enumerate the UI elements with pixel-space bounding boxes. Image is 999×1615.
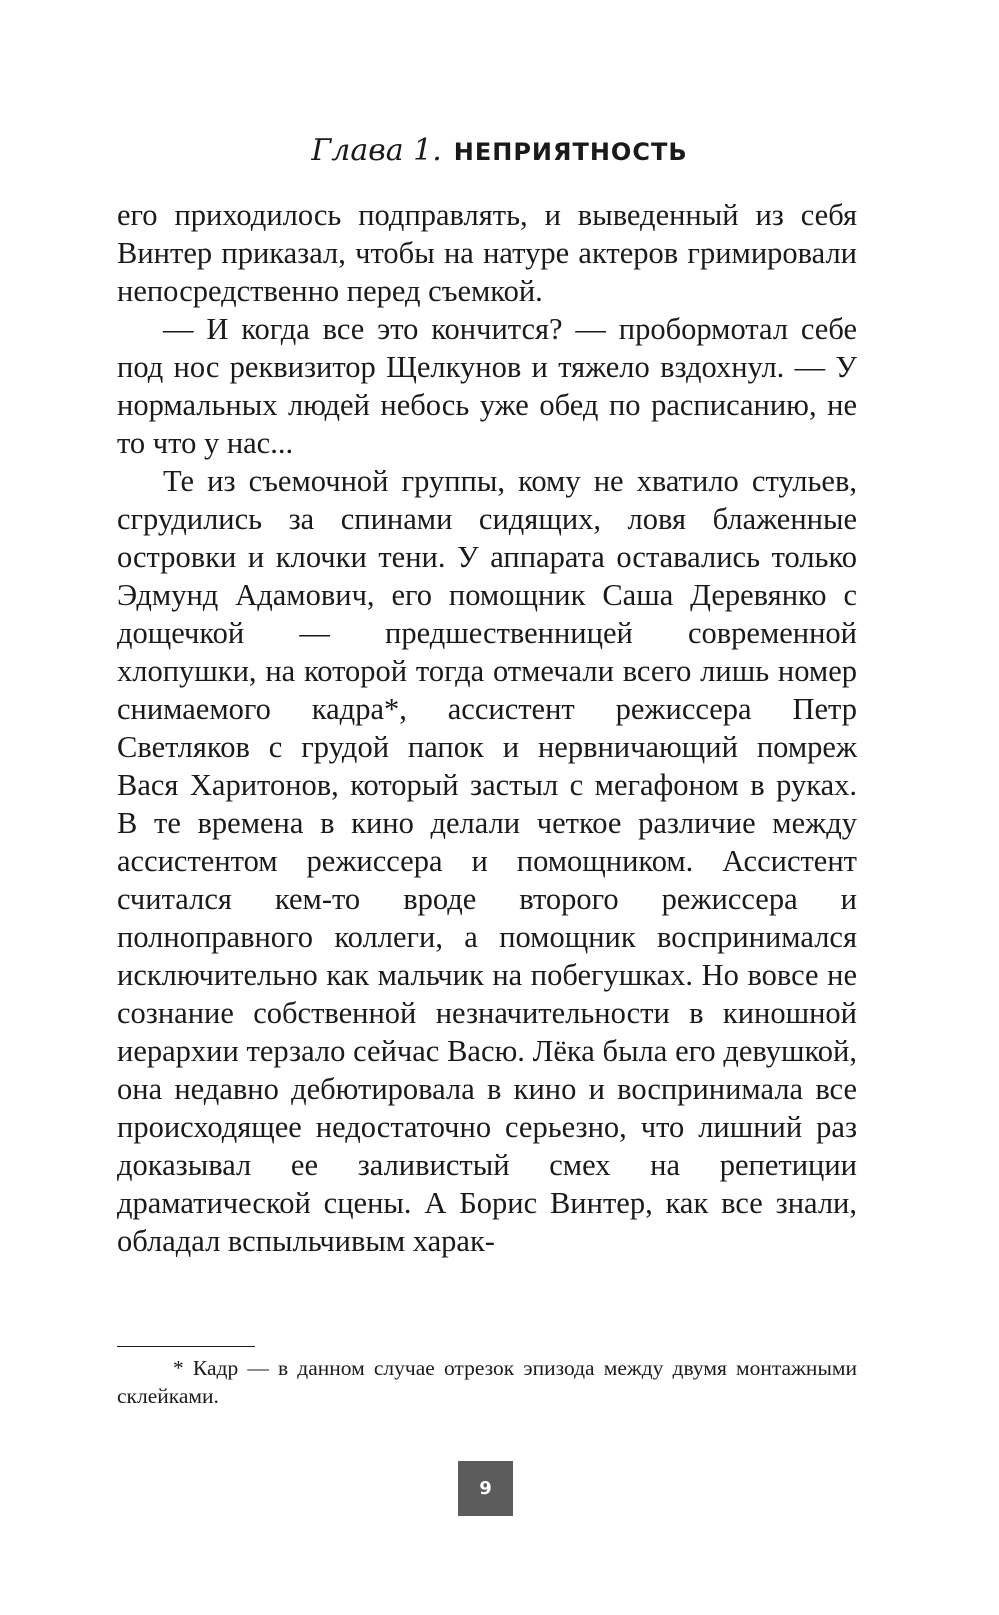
body-text xyxy=(117,196,857,1260)
footnote: * Кадр — в данном случае отрезок эпизода между двумя монтажными склейками. xyxy=(117,1356,857,1408)
chapter-title: НЕПРИЯТНОСТЬ xyxy=(453,138,688,166)
page-number: 9 xyxy=(458,1461,513,1516)
paragraph-2: — И когда все это кончится? — пробормотал себе под нос реквизитор Щелкунов и тяжело вздохнул. — У нормальных людей небось уже обед по расписанию, не то что у нас... xyxy=(117,312,857,460)
chapter-label: Глава 1. xyxy=(311,133,442,168)
footnote-divider xyxy=(117,1346,255,1347)
running-header xyxy=(0,133,999,168)
paragraph-3: Те из съемочной группы, кому не хватило стульев, сгрудились за спинами сидящих, ловя блаженные островки и клочки тени. У аппарата оставались только Эдмунд Адамович, его помощник Саша Деревянко с дощечкой — предшественницей современной хлопушки, на которой тогда отмечали всего лишь номер снимаемого кадра*, ассистент режиссера Петр Светляков с грудой папок и нервничающий помреж Вася Харитонов, который застыл с мегафоном в руках. В те времена в кино делали четкое различие между ассистентом режиссера и помощником. Ассистент считался кем-то вроде второго режиссера и полноправного коллеги, а помощник воспринимался исключительно как мальчик на побегушках. Но вовсе не сознание собственной незначительности в киношной иерархии терзало сейчас Васю. Лёка была его девушкой, она недавно дебютировала в кино и воспринимала все происходящее недостаточно серьезно, что лишний раз доказывал ее заливистый смех на репетиции драматической сцены. А Борис Винтер, как все знали, обладал вспыльчивым харак- xyxy=(117,464,857,1258)
paragraph-1: его приходилось подправлять, и выведенный из себя Винтер приказал, чтобы на натуре актеров гримировали непосредственно перед съемкой. xyxy=(117,198,857,308)
